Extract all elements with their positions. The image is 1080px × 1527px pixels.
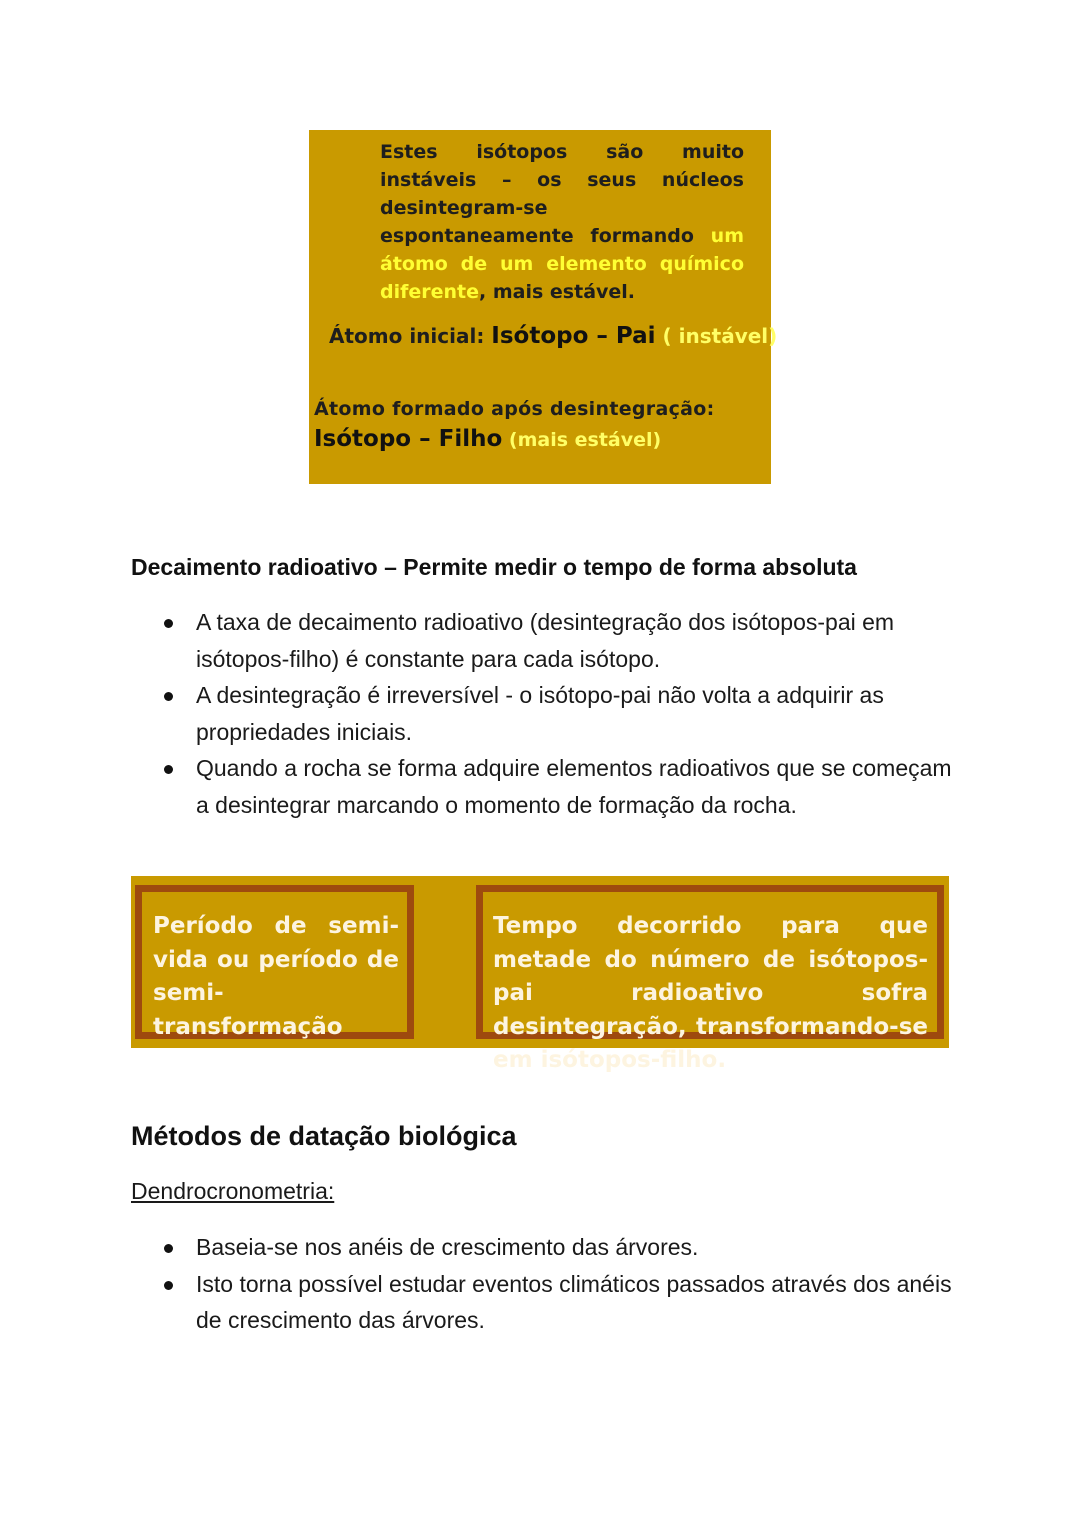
bullet-icon [164,1281,173,1290]
decay-heading: Decaimento radioativo – Permite medir o tempo de forma absoluta [131,554,857,580]
intro-highlight: um átomo de um elemento químico diferente [380,225,744,303]
isotope-intro-text [380,138,744,306]
bullet-icon [164,765,173,774]
list-item [131,1229,961,1266]
daughter-isotope-line [314,426,661,452]
bullet-text: Isto torna possível estudar eventos climáticos passados através dos anéis de crescimento das árvores. [196,1270,952,1333]
bullet-text: A desintegração é irreversível - o isótopo-pai não volta a adquirir as propriedades iniciais. [196,682,884,745]
bullet-icon [164,692,173,701]
daughter-isotope-label: Átomo formado após desintegração: [314,398,715,420]
parent-note: ( instável) [655,324,778,348]
half-life-definition-box [131,876,949,1073]
dendro-subheading: Dendrocronometria: [131,1178,335,1204]
bio-dating-heading: Métodos de datação biológica [131,1121,517,1151]
list-item [131,677,961,750]
intro-text-end: , mais estável. [479,281,636,303]
intro-text-part: Estes isótopos são muito instáveis – os seus núcleos desintegram-se espontaneamente formando [380,141,744,247]
bullet-icon [164,619,173,628]
parent-isotope-line [329,323,777,349]
daughter-note: (mais estável) [502,429,662,451]
daughter-term: Isótopo – Filho [314,426,503,452]
bullet-text: Quando a rocha se forma adquire elementos radioativos que se começam a desintegrar marcando o momento de formação da rocha. [196,755,952,818]
bullet-text: Baseia-se nos anéis de crescimento das árvores. [196,1234,699,1260]
list-item [131,604,961,677]
decay-bullet-list [131,604,961,823]
half-life-term: Período de semi-vida ou período de semi-transformação [135,885,414,1039]
list-item [131,750,961,823]
bullet-icon [164,1244,173,1253]
parent-label: Átomo inicial: [329,324,492,348]
parent-term: Isótopo – Pai [491,323,656,349]
bullet-text: A taxa de decaimento radioativo (desintegração dos isótopos-pai em isótopos-filho) é constante para cada isótopo. [196,609,895,672]
half-life-definition: Tempo decorrido para que metade do número de isótopos-pai radioativo sofra desintegração, transformando-se em isótopos-filho. [476,885,944,1039]
isotope-info-box [309,130,778,484]
dendro-bullet-list [131,1229,961,1339]
list-item [131,1266,961,1339]
